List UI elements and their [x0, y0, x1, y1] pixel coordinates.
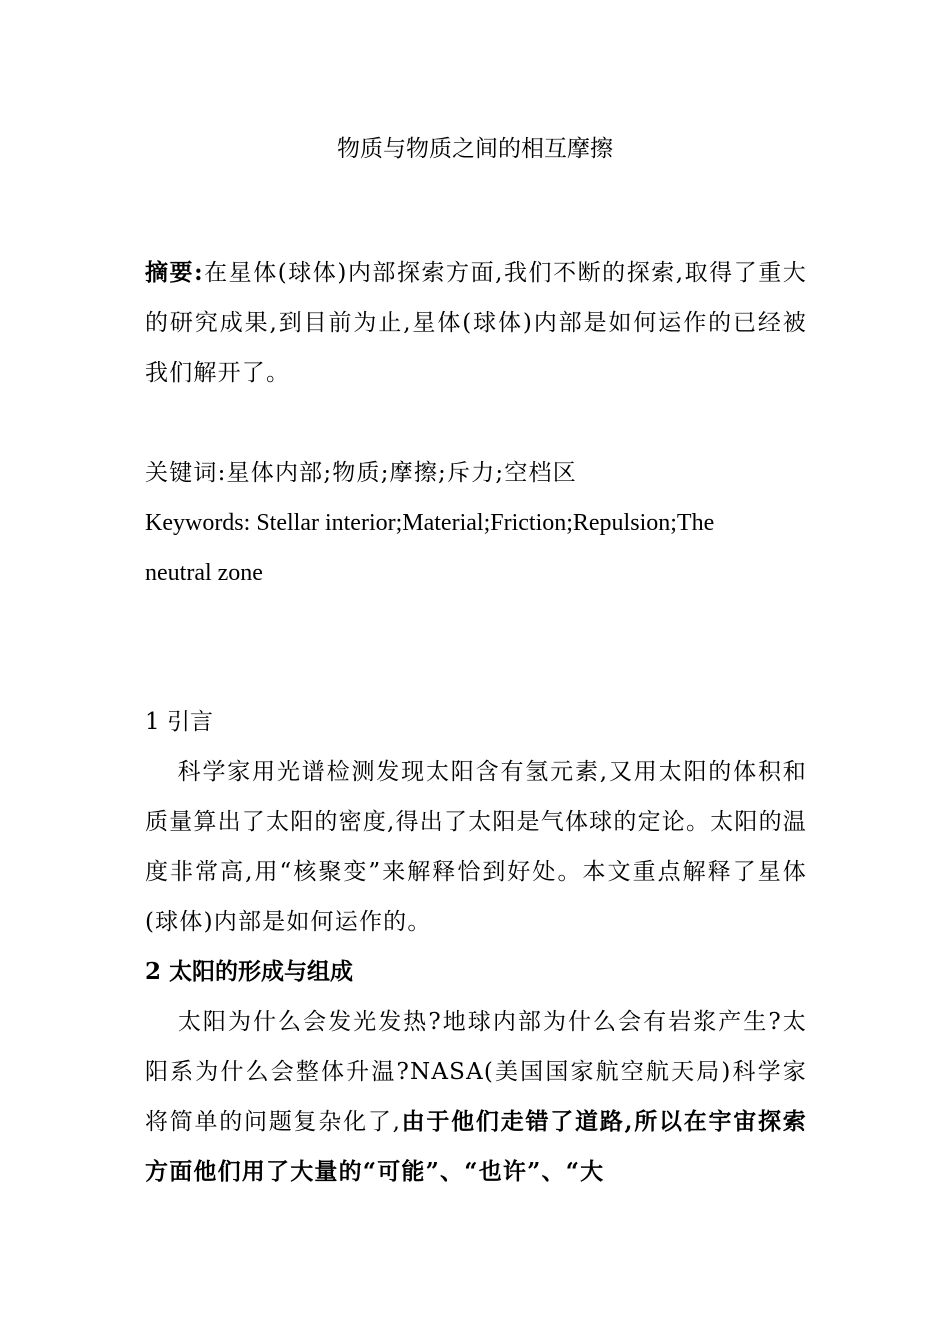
section-1-heading: 1 引言	[145, 709, 213, 735]
abstract-text: 在星体(球体)内部探索方面,我们不断的探索,取得了重大的研究成果,到目前为止,星体(球体)内部是如何运作的已经被我们解开了。	[145, 260, 808, 386]
section-2-heading: 2 太阳的形成与组成	[145, 958, 354, 985]
section-2-text: 太阳为什么会发光发热?地球内部为什么会有岩浆产生?太阳系为什么会整体升温?NASA(美国国家航空航天局)科学家将简单的问题复杂化了,	[145, 1009, 807, 1135]
section-2-paragraph	[145, 997, 807, 1197]
keywords-cn: 关键词:星体内部;物质;摩擦;斥力;空档区	[145, 460, 577, 486]
section-1-text: 科学家用光谱检测发现太阳含有氢元素,又用太阳的体积和质量算出了太阳的密度,得出了太阳是气体球的定论。太阳的温度非常高,用“核聚变”来解释恰到好处。本文重点解释了星体(球体)内部是如何运作的。	[145, 759, 807, 935]
abstract-label: 摘要:	[145, 259, 204, 286]
keywords-en: Keywords: Stellar interior;Material;Friction;Repulsion;The neutral zone	[145, 510, 715, 586]
abstract-paragraph	[145, 248, 807, 398]
document-title: 物质与物质之间的相互摩擦	[337, 136, 613, 162]
section-1-paragraph	[145, 747, 807, 947]
section-2-bold-text: 由于他们走错了道路,所以在宇宙探索方面他们用了大量的“可能”、“也许”、“大	[145, 1108, 807, 1185]
